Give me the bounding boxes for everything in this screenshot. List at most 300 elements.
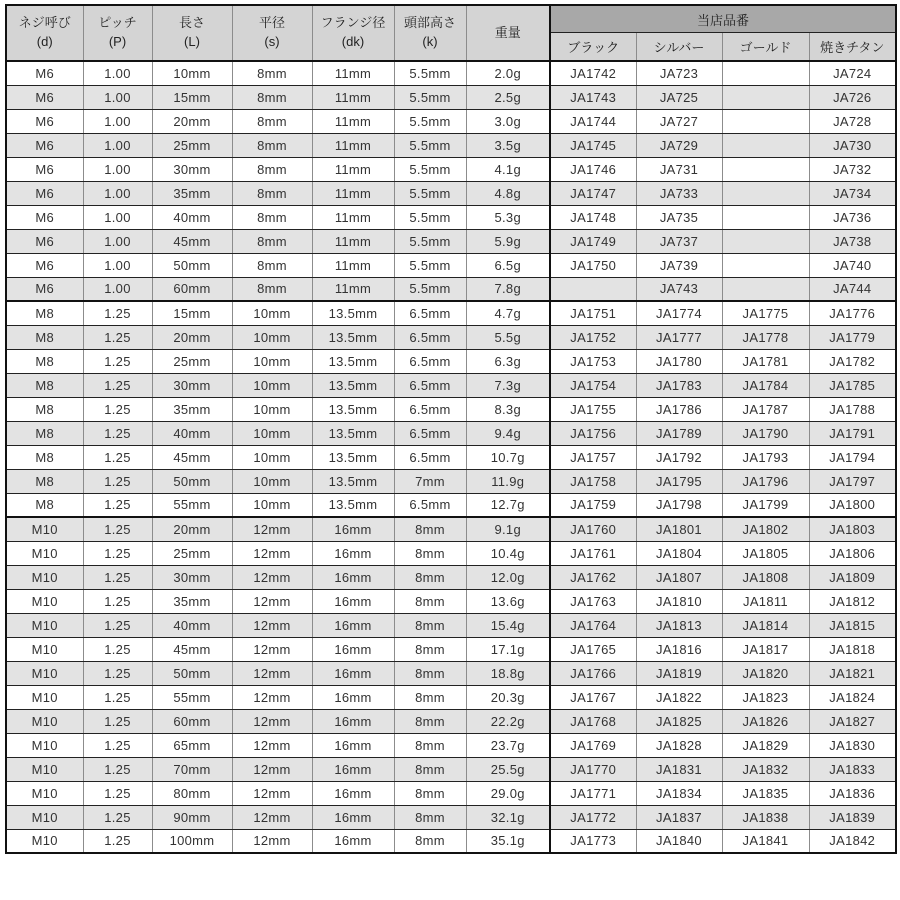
cell-length: 55mm	[152, 685, 232, 709]
cell-head-height: 8mm	[394, 709, 466, 733]
cell-flat-width: 12mm	[232, 661, 312, 685]
cell-length: 90mm	[152, 805, 232, 829]
cell-flange-dia: 13.5mm	[312, 373, 394, 397]
table-row	[6, 805, 896, 829]
cell-thread-size: M8	[6, 349, 83, 373]
cell-thread-size: M6	[6, 253, 83, 277]
cell-part-gold: JA1805	[722, 541, 809, 565]
cell-part-silver: JA735	[636, 205, 722, 229]
cell-flange-dia: 11mm	[312, 229, 394, 253]
cell-part-black: JA1771	[550, 781, 636, 805]
col-header-flange-dia	[312, 5, 394, 61]
cell-length: 45mm	[152, 445, 232, 469]
cell-part-black: JA1770	[550, 757, 636, 781]
cell-weight: 25.5g	[466, 757, 550, 781]
cell-part-burnt-titanium: JA740	[809, 253, 896, 277]
table-row	[6, 733, 896, 757]
cell-part-silver: JA1804	[636, 541, 722, 565]
cell-head-height: 5.5mm	[394, 109, 466, 133]
cell-part-burnt-titanium: JA1815	[809, 613, 896, 637]
cell-head-height: 6.5mm	[394, 493, 466, 517]
cell-part-black: JA1756	[550, 421, 636, 445]
cell-part-black: JA1754	[550, 373, 636, 397]
cell-length: 50mm	[152, 253, 232, 277]
cell-thread-size: M6	[6, 157, 83, 181]
cell-flat-width: 10mm	[232, 469, 312, 493]
cell-part-gold: JA1793	[722, 445, 809, 469]
cell-part-silver: JA729	[636, 133, 722, 157]
cell-part-burnt-titanium: JA1842	[809, 829, 896, 853]
cell-weight: 12.7g	[466, 493, 550, 517]
col-header-head-height	[394, 5, 466, 61]
cell-flat-width: 8mm	[232, 85, 312, 109]
cell-head-height: 8mm	[394, 637, 466, 661]
table-row	[6, 61, 896, 85]
cell-part-black: JA1753	[550, 349, 636, 373]
cell-weight: 2.0g	[466, 61, 550, 85]
cell-weight: 15.4g	[466, 613, 550, 637]
cell-part-silver: JA1810	[636, 589, 722, 613]
cell-thread-size: M10	[6, 637, 83, 661]
cell-flange-dia: 16mm	[312, 661, 394, 685]
cell-flat-width: 10mm	[232, 421, 312, 445]
cell-part-burnt-titanium: JA744	[809, 277, 896, 301]
cell-weight: 5.5g	[466, 325, 550, 349]
cell-flange-dia: 16mm	[312, 589, 394, 613]
cell-flat-width: 12mm	[232, 541, 312, 565]
col-header-symbol: (d)	[36, 34, 53, 49]
cell-part-silver: JA1783	[636, 373, 722, 397]
part-number-group-header: 当店品番	[550, 5, 896, 33]
cell-thread-size: M10	[6, 517, 83, 541]
table-row	[6, 565, 896, 589]
cell-flange-dia: 16mm	[312, 781, 394, 805]
cell-pitch: 1.25	[83, 445, 152, 469]
cell-pitch: 1.25	[83, 421, 152, 445]
cell-part-gold	[722, 181, 809, 205]
cell-flat-width: 12mm	[232, 805, 312, 829]
cell-pitch: 1.25	[83, 493, 152, 517]
cell-length: 35mm	[152, 397, 232, 421]
cell-part-burnt-titanium: JA1785	[809, 373, 896, 397]
cell-flange-dia: 11mm	[312, 277, 394, 301]
cell-thread-size: M6	[6, 109, 83, 133]
cell-flat-width: 10mm	[232, 373, 312, 397]
cell-thread-size: M10	[6, 829, 83, 853]
cell-flange-dia: 16mm	[312, 541, 394, 565]
col-header-label: ネジ呼び	[18, 15, 71, 31]
cell-part-gold	[722, 109, 809, 133]
cell-pitch: 1.25	[83, 637, 152, 661]
cell-part-gold	[722, 277, 809, 301]
cell-flat-width: 12mm	[232, 829, 312, 853]
cell-pitch: 1.25	[83, 397, 152, 421]
cell-part-burnt-titanium: JA1839	[809, 805, 896, 829]
col-header-symbol: (L)	[184, 34, 200, 49]
cell-part-black	[550, 277, 636, 301]
cell-length: 30mm	[152, 565, 232, 589]
col-header-length	[152, 5, 232, 61]
cell-thread-size: M6	[6, 277, 83, 301]
cell-head-height: 8mm	[394, 541, 466, 565]
cell-part-black: JA1773	[550, 829, 636, 853]
cell-part-burnt-titanium: JA738	[809, 229, 896, 253]
table-row	[6, 757, 896, 781]
cell-part-silver: JA1795	[636, 469, 722, 493]
cell-pitch: 1.00	[83, 157, 152, 181]
col-header-symbol: (P)	[108, 34, 127, 49]
cell-weight: 9.4g	[466, 421, 550, 445]
cell-pitch: 1.00	[83, 85, 152, 109]
cell-flange-dia: 13.5mm	[312, 445, 394, 469]
cell-part-gold: JA1814	[722, 613, 809, 637]
cell-weight: 12.0g	[466, 565, 550, 589]
cell-part-burnt-titanium: JA1791	[809, 421, 896, 445]
cell-pitch: 1.25	[83, 301, 152, 325]
cell-head-height: 8mm	[394, 661, 466, 685]
cell-length: 20mm	[152, 517, 232, 541]
cell-pitch: 1.00	[83, 61, 152, 85]
cell-part-gold: JA1829	[722, 733, 809, 757]
cell-length: 60mm	[152, 277, 232, 301]
cell-part-burnt-titanium: JA1797	[809, 469, 896, 493]
cell-weight: 35.1g	[466, 829, 550, 853]
cell-pitch: 1.25	[83, 613, 152, 637]
cell-length: 45mm	[152, 637, 232, 661]
cell-part-gold: JA1790	[722, 421, 809, 445]
col-header-label: ピッチ	[98, 15, 137, 31]
cell-part-gold: JA1808	[722, 565, 809, 589]
cell-flange-dia: 13.5mm	[312, 301, 394, 325]
cell-pitch: 1.25	[83, 373, 152, 397]
cell-flange-dia: 13.5mm	[312, 397, 394, 421]
cell-pitch: 1.25	[83, 589, 152, 613]
cell-part-gold: JA1817	[722, 637, 809, 661]
cell-thread-size: M10	[6, 757, 83, 781]
cell-length: 15mm	[152, 301, 232, 325]
cell-flange-dia: 13.5mm	[312, 469, 394, 493]
cell-part-gold	[722, 205, 809, 229]
cell-pitch: 1.00	[83, 181, 152, 205]
cell-part-black: JA1746	[550, 157, 636, 181]
cell-flange-dia: 11mm	[312, 109, 394, 133]
cell-part-gold: JA1781	[722, 349, 809, 373]
table-row	[6, 325, 896, 349]
cell-flange-dia: 11mm	[312, 157, 394, 181]
cell-flange-dia: 13.5mm	[312, 349, 394, 373]
cell-part-silver: JA1792	[636, 445, 722, 469]
cell-weight: 4.8g	[466, 181, 550, 205]
cell-thread-size: M6	[6, 133, 83, 157]
cell-part-silver: JA1828	[636, 733, 722, 757]
cell-weight: 3.5g	[466, 133, 550, 157]
table-row	[6, 253, 896, 277]
cell-part-burnt-titanium: JA1821	[809, 661, 896, 685]
cell-part-black: JA1761	[550, 541, 636, 565]
cell-pitch: 1.00	[83, 253, 152, 277]
cell-thread-size: M10	[6, 781, 83, 805]
cell-flat-width: 12mm	[232, 733, 312, 757]
cell-part-gold: JA1796	[722, 469, 809, 493]
table-row	[6, 613, 896, 637]
cell-length: 10mm	[152, 61, 232, 85]
cell-length: 20mm	[152, 109, 232, 133]
cell-part-silver: JA1831	[636, 757, 722, 781]
cell-part-burnt-titanium: JA734	[809, 181, 896, 205]
table-row	[6, 205, 896, 229]
cell-part-silver: JA1786	[636, 397, 722, 421]
cell-part-burnt-titanium: JA1782	[809, 349, 896, 373]
table-row	[6, 445, 896, 469]
table-row	[6, 157, 896, 181]
table-row	[6, 781, 896, 805]
cell-part-black: JA1762	[550, 565, 636, 589]
cell-flange-dia: 16mm	[312, 565, 394, 589]
col-header-symbol: (dk)	[341, 34, 365, 49]
cell-flat-width: 10mm	[232, 445, 312, 469]
cell-part-black: JA1765	[550, 637, 636, 661]
cell-head-height: 8mm	[394, 565, 466, 589]
cell-part-burnt-titanium: JA1788	[809, 397, 896, 421]
cell-thread-size: M8	[6, 325, 83, 349]
cell-part-burnt-titanium: JA730	[809, 133, 896, 157]
cell-head-height: 8mm	[394, 757, 466, 781]
cell-flat-width: 8mm	[232, 205, 312, 229]
cell-part-gold: JA1835	[722, 781, 809, 805]
cell-flange-dia: 11mm	[312, 133, 394, 157]
cell-flat-width: 8mm	[232, 133, 312, 157]
cell-head-height: 6.5mm	[394, 373, 466, 397]
cell-part-silver: JA1777	[636, 325, 722, 349]
table-row	[6, 181, 896, 205]
cell-head-height: 6.5mm	[394, 421, 466, 445]
cell-pitch: 1.25	[83, 805, 152, 829]
cell-part-silver: JA733	[636, 181, 722, 205]
cell-part-burnt-titanium: JA736	[809, 205, 896, 229]
cell-part-burnt-titanium: JA1824	[809, 685, 896, 709]
cell-weight: 11.9g	[466, 469, 550, 493]
cell-flat-width: 12mm	[232, 613, 312, 637]
cell-part-black: JA1759	[550, 493, 636, 517]
table-row	[6, 661, 896, 685]
cell-head-height: 6.5mm	[394, 445, 466, 469]
cell-flat-width: 12mm	[232, 685, 312, 709]
cell-thread-size: M10	[6, 541, 83, 565]
cell-thread-size: M6	[6, 61, 83, 85]
cell-head-height: 6.5mm	[394, 325, 466, 349]
cell-head-height: 8mm	[394, 829, 466, 853]
table-row	[6, 397, 896, 421]
cell-thread-size: M6	[6, 85, 83, 109]
cell-part-black: JA1768	[550, 709, 636, 733]
cell-part-black: JA1744	[550, 109, 636, 133]
cell-pitch: 1.25	[83, 781, 152, 805]
cell-part-black: JA1769	[550, 733, 636, 757]
table-row	[6, 229, 896, 253]
cell-head-height: 8mm	[394, 685, 466, 709]
cell-part-black: JA1749	[550, 229, 636, 253]
cell-flat-width: 12mm	[232, 781, 312, 805]
cell-part-burnt-titanium: JA724	[809, 61, 896, 85]
cell-length: 25mm	[152, 349, 232, 373]
cell-thread-size: M10	[6, 685, 83, 709]
cell-part-gold: JA1832	[722, 757, 809, 781]
cell-part-black: JA1751	[550, 301, 636, 325]
cell-head-height: 5.5mm	[394, 253, 466, 277]
cell-part-burnt-titanium: JA1776	[809, 301, 896, 325]
cell-part-gold: JA1802	[722, 517, 809, 541]
cell-length: 50mm	[152, 661, 232, 685]
cell-weight: 10.7g	[466, 445, 550, 469]
cell-flat-width: 12mm	[232, 589, 312, 613]
table-body	[6, 61, 896, 853]
table-row	[6, 541, 896, 565]
cell-part-burnt-titanium: JA728	[809, 109, 896, 133]
cell-flange-dia: 11mm	[312, 61, 394, 85]
cell-part-burnt-titanium: JA1827	[809, 709, 896, 733]
cell-part-gold: JA1820	[722, 661, 809, 685]
cell-length: 30mm	[152, 157, 232, 181]
cell-part-black: JA1758	[550, 469, 636, 493]
cell-part-gold: JA1799	[722, 493, 809, 517]
cell-weight: 5.3g	[466, 205, 550, 229]
table-row	[6, 109, 896, 133]
cell-pitch: 1.25	[83, 829, 152, 853]
cell-pitch: 1.25	[83, 325, 152, 349]
cell-weight: 5.9g	[466, 229, 550, 253]
table-row	[6, 589, 896, 613]
cell-part-black: JA1767	[550, 685, 636, 709]
col-header-label: フランジ径	[320, 15, 386, 31]
cell-flange-dia: 16mm	[312, 829, 394, 853]
cell-weight: 2.5g	[466, 85, 550, 109]
table-row	[6, 709, 896, 733]
cell-part-silver: JA1774	[636, 301, 722, 325]
col-header-thread-size	[6, 5, 83, 61]
cell-flange-dia: 11mm	[312, 181, 394, 205]
cell-length: 55mm	[152, 493, 232, 517]
cell-part-black: JA1763	[550, 589, 636, 613]
cell-part-black: JA1742	[550, 61, 636, 85]
cell-part-silver: JA1780	[636, 349, 722, 373]
table-row	[6, 421, 896, 445]
col-header-label: 平径	[258, 15, 285, 31]
cell-flat-width: 10mm	[232, 325, 312, 349]
cell-flange-dia: 16mm	[312, 613, 394, 637]
cell-part-silver: JA739	[636, 253, 722, 277]
col-header-flat-width	[232, 5, 312, 61]
cell-head-height: 5.5mm	[394, 85, 466, 109]
cell-part-black: JA1747	[550, 181, 636, 205]
cell-part-gold: JA1838	[722, 805, 809, 829]
cell-length: 35mm	[152, 589, 232, 613]
cell-part-burnt-titanium: JA1794	[809, 445, 896, 469]
col-header-black: ブラック	[550, 33, 636, 62]
cell-part-burnt-titanium: JA1803	[809, 517, 896, 541]
cell-part-gold	[722, 157, 809, 181]
cell-part-gold	[722, 253, 809, 277]
cell-head-height: 5.5mm	[394, 157, 466, 181]
cell-head-height: 8mm	[394, 517, 466, 541]
cell-flange-dia: 13.5mm	[312, 325, 394, 349]
cell-part-burnt-titanium: JA1818	[809, 637, 896, 661]
cell-flange-dia: 16mm	[312, 637, 394, 661]
cell-pitch: 1.00	[83, 205, 152, 229]
cell-thread-size: M8	[6, 445, 83, 469]
col-header-gold: ゴールド	[722, 33, 809, 62]
cell-thread-size: M10	[6, 709, 83, 733]
cell-weight: 29.0g	[466, 781, 550, 805]
cell-head-height: 5.5mm	[394, 181, 466, 205]
cell-flat-width: 8mm	[232, 157, 312, 181]
cell-length: 65mm	[152, 733, 232, 757]
cell-part-black: JA1745	[550, 133, 636, 157]
cell-thread-size: M8	[6, 397, 83, 421]
cell-head-height: 5.5mm	[394, 61, 466, 85]
cell-part-gold: JA1778	[722, 325, 809, 349]
cell-length: 40mm	[152, 613, 232, 637]
cell-thread-size: M8	[6, 301, 83, 325]
table-row	[6, 85, 896, 109]
cell-thread-size: M10	[6, 805, 83, 829]
cell-pitch: 1.00	[83, 133, 152, 157]
cell-length: 100mm	[152, 829, 232, 853]
cell-thread-size: M10	[6, 661, 83, 685]
cell-part-silver: JA1807	[636, 565, 722, 589]
col-header-silver: シルバー	[636, 33, 722, 62]
cell-weight: 9.1g	[466, 517, 550, 541]
cell-flange-dia: 11mm	[312, 85, 394, 109]
cell-flat-width: 12mm	[232, 709, 312, 733]
cell-head-height: 6.5mm	[394, 397, 466, 421]
cell-weight: 7.3g	[466, 373, 550, 397]
cell-pitch: 1.00	[83, 277, 152, 301]
cell-pitch: 1.00	[83, 229, 152, 253]
cell-weight: 4.1g	[466, 157, 550, 181]
cell-flat-width: 8mm	[232, 109, 312, 133]
cell-part-silver: JA731	[636, 157, 722, 181]
cell-flat-width: 8mm	[232, 229, 312, 253]
cell-flat-width: 8mm	[232, 181, 312, 205]
col-header-symbol: (s)	[264, 34, 280, 49]
cell-flange-dia: 11mm	[312, 253, 394, 277]
cell-head-height: 5.5mm	[394, 277, 466, 301]
cell-pitch: 1.25	[83, 541, 152, 565]
cell-weight: 7.8g	[466, 277, 550, 301]
cell-thread-size: M8	[6, 469, 83, 493]
table-row	[6, 349, 896, 373]
cell-head-height: 6.5mm	[394, 349, 466, 373]
cell-weight: 18.8g	[466, 661, 550, 685]
cell-part-gold: JA1823	[722, 685, 809, 709]
cell-part-silver: JA1813	[636, 613, 722, 637]
table-row	[6, 493, 896, 517]
col-header-symbol: (k)	[422, 34, 438, 49]
cell-part-burnt-titanium: JA1800	[809, 493, 896, 517]
cell-pitch: 1.25	[83, 661, 152, 685]
cell-weight: 6.5g	[466, 253, 550, 277]
cell-part-silver: JA1819	[636, 661, 722, 685]
cell-length: 30mm	[152, 373, 232, 397]
cell-flat-width: 8mm	[232, 61, 312, 85]
cell-weight: 3.0g	[466, 109, 550, 133]
cell-part-black: JA1766	[550, 661, 636, 685]
cell-length: 35mm	[152, 181, 232, 205]
cell-pitch: 1.25	[83, 517, 152, 541]
cell-part-silver: JA1840	[636, 829, 722, 853]
cell-part-black: JA1748	[550, 205, 636, 229]
cell-part-burnt-titanium: JA1809	[809, 565, 896, 589]
